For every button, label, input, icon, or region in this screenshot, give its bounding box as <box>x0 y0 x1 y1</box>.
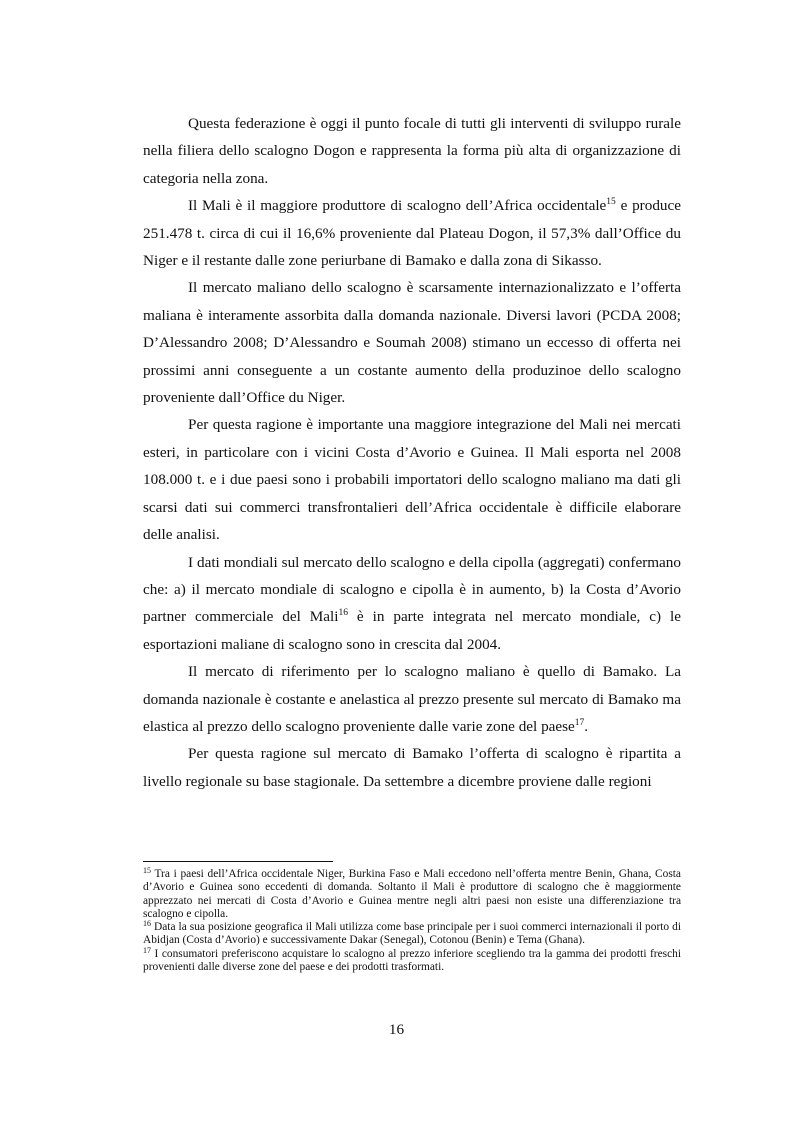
footnote-15 <box>143 868 681 921</box>
paragraph-text: è in parte integrata nel mercato mondiale, c) le esportazioni maliane di scalogno sono in crescita dal 2004. <box>143 608 681 653</box>
paragraph-mercato-maliano: Il mercato maliano dello scalogno è scarsamente internazionalizzato e l’offerta maliana è interamente assorbita dalla domanda nazionale. Diversi lavori (PCDA 2008; D’Alessandro 2008; D’Alessandro e Soumah 2008) stimano un eccesso di offerta nei prossimi anni conseguente a un costante aumento della produzinoe dello scalogno proveniente dall’Office du Niger. <box>143 279 681 407</box>
paragraph-stagionale: Per questa ragione sul mercato di Bamako l’offerta di scalogno è ripartita a livello regionale su base stagionale. Da settembre a dicembre proviene dalle regioni <box>143 745 681 790</box>
paragraph-text: Il Mali è il maggiore produttore di scalogno dell’Africa occidentale <box>188 197 607 215</box>
footnote-number: 16 <box>143 919 151 929</box>
footnote-ref-17[interactable]: 17 <box>574 717 585 728</box>
footnote-text: Tra i paesi dell’Africa occidentale Niger, Burkina Faso e Mali eccedono nell’offerta mentre Benin, Ghana, Costa d’Avorio e Guinea sono eccedenti di domanda. Soltanto il Mali è produttore di scalogno che è maggiormente apprezzato nei mercati di Costa d’Avorio e Guinea mentre negli altri paesi non esiste una differenziazione tra scalogno e cipolla. <box>143 868 681 920</box>
footnote-number: 17 <box>143 945 151 955</box>
paragraph-text: Il mercato di riferimento per lo scalogno maliano è quello di Bamako. La domanda nazionale è costante e anelastica al prezzo presente sul mercato di Bamako ma elastica al prezzo dello scalogno proveniente dalle varie zone del paese <box>143 663 681 735</box>
paragraph-mali-produttore <box>143 192 681 274</box>
footnote-ref-15[interactable]: 15 <box>606 197 616 208</box>
body-text <box>143 110 681 795</box>
footnote-text: I consumatori preferiscono acquistare lo scalogno al prezzo inferiore scegliendo tra la gamma dei prodotti freschi provenienti dalle diverse zone del paese e dei prodotti trasformati. <box>143 947 681 974</box>
footnote-16 <box>143 921 681 948</box>
footnote-ref-16[interactable]: 16 <box>338 608 348 619</box>
paragraph-integrazione: Per questa ragione è importante una maggiore integrazione del Mali nei mercati esteri, in particolare con i vicini Costa d’Avorio e Guinea. Il Mali esporta nel 2008 108.000 t. e i due paesi sono i probabili importatori dello scalogno maliano ma dati gli scarsi dati sui commerci transfrontalieri dell’Africa occidentale è difficile elaborare delle analisi. <box>143 416 681 544</box>
footnote-divider <box>143 861 333 862</box>
footnotes <box>143 868 681 974</box>
footnote-text: Data la sua posizione geografica il Mali utilizza come base principale per i suoi commerci internazionali il porto di Abidjan (Costa d’Avorio) e successivamente Dakar (Senegal), Cotonou (Benin) e Tema (Ghana). <box>143 921 681 947</box>
paragraph-text: . <box>584 717 589 735</box>
paragraph-bamako <box>143 658 681 740</box>
paragraph-dati-mondiali <box>143 549 681 659</box>
paragraph-federazione: Questa federazione è oggi il punto focale di tutti gli interventi di sviluppo rurale nella filiera dello scalogno Dogon e rappresenta la forma più alta di organizzazione di categoria nella zona. <box>143 115 681 187</box>
page-number: 16 <box>388 1021 405 1038</box>
footnote-17 <box>143 945 681 975</box>
paragraph-text: e produce 251.478 t. circa di cui il 16,6% proveniente dal Plateau Dogon, il 57,3% dall’Office du Niger e il restante dalle zone periurbane di Bamako e dalla zona di Sikasso. <box>143 197 682 270</box>
paragraph-text: I dati mondiali sul mercato dello scalogno e della cipolla (aggregati) confermano che: a) il mercato mondiale di scalogno e cipolla è in aumento, b) la Costa d’Avorio partner commerciale del Mali <box>143 553 681 626</box>
footnote-number: 15 <box>143 866 151 875</box>
